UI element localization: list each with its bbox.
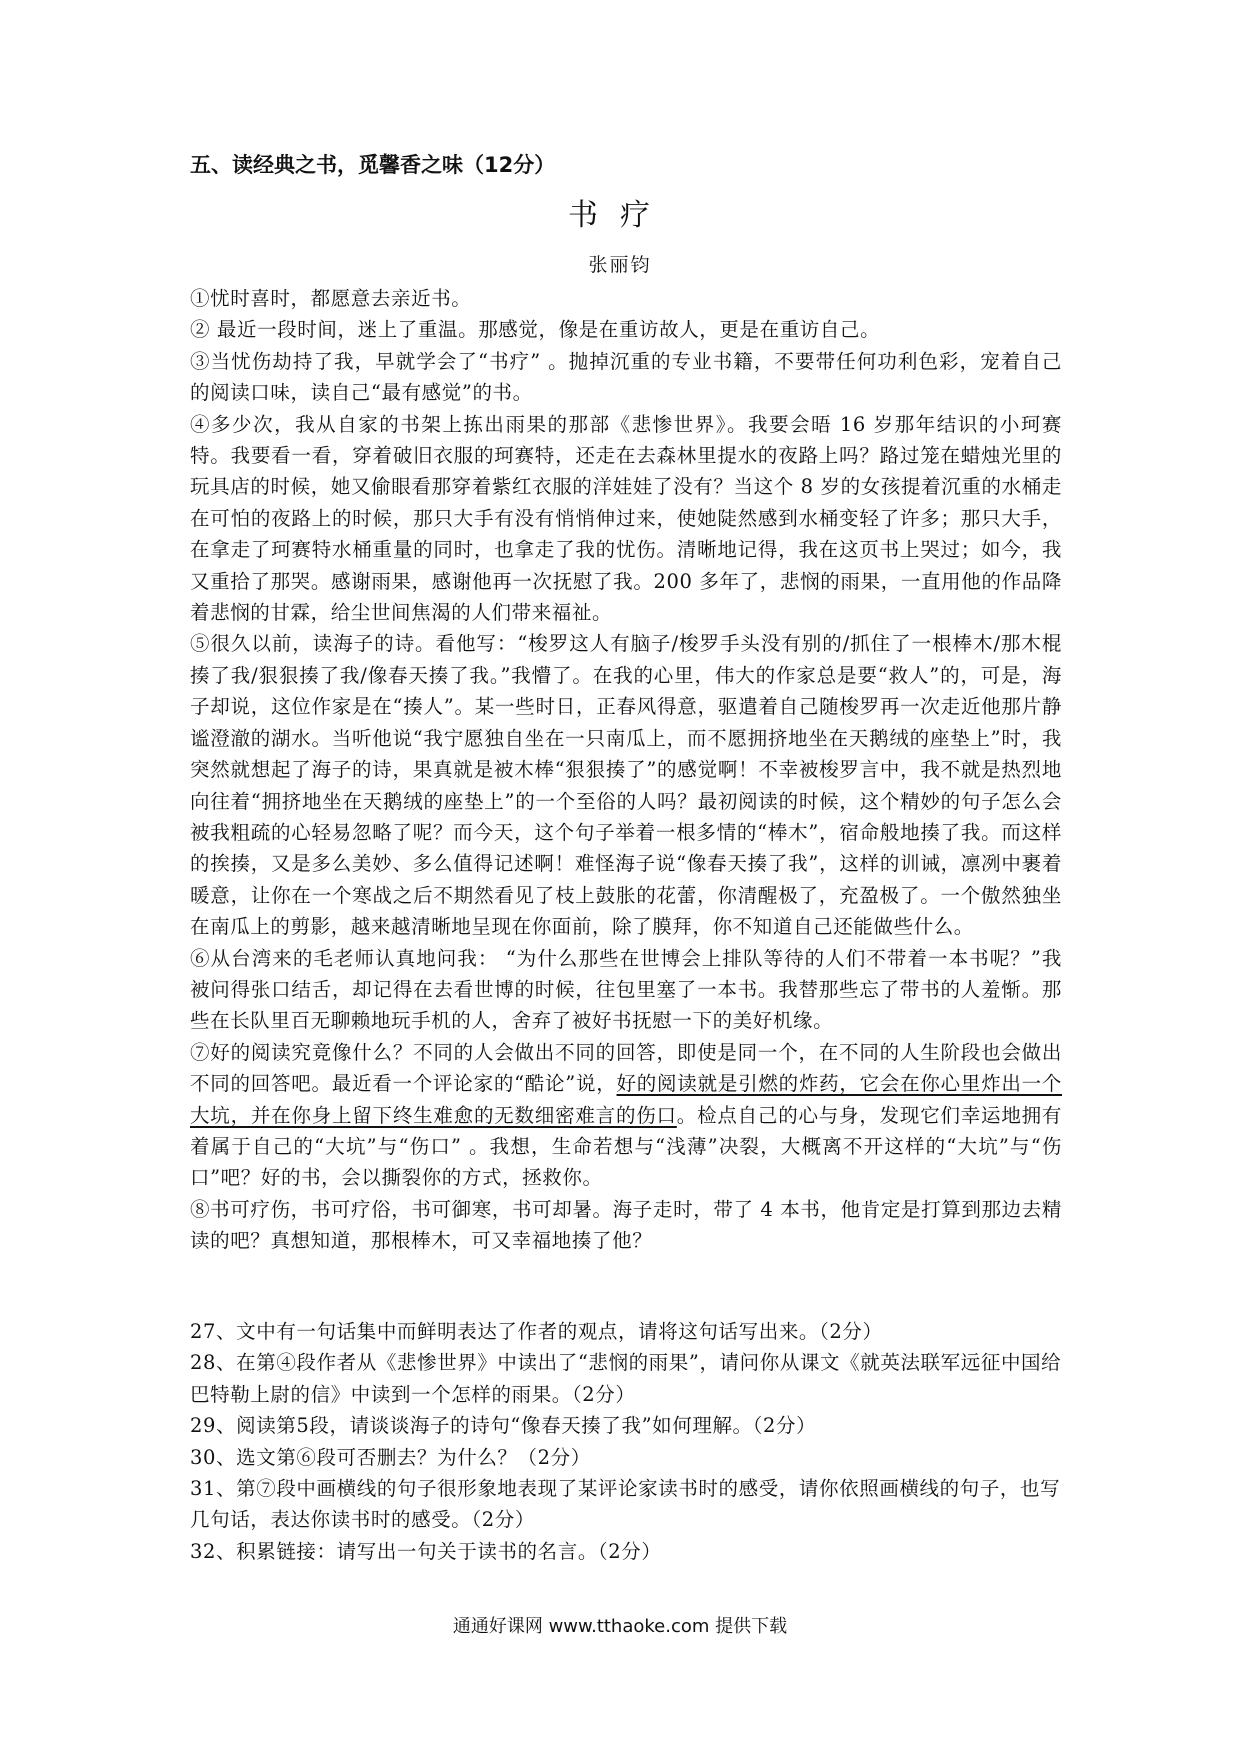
paragraph-7-after: 。检点自己的心与身，发现它们幸运地拥有着属于自己的“大坑”与“伤口” 。我想，生命若想与“浅薄”决裂，大概离不开这样的“大坑”与“伤口”吧？好的书，会以撕裂你的方式，拯救你。 [190, 1103, 1062, 1190]
paragraph-7-before: ⑦好的阅读究竟像什么？不同的人会做出不同的回答，即使是同一个，在不同的人生阶段也会做出不同的回答吧。最近看一个评论家的“酷论”说， [190, 1040, 1062, 1096]
article-author: 张丽钧 [588, 254, 652, 276]
question-32: 32、积累链接：请写出一句关于读书的名言。（2分） [190, 1539, 662, 1563]
question-31: 31、第⑦段中画横线的句子很形象地表现了某评论家读书时的感受，请你依照画横线的句子，也写几句话，表达你读书时的感受。（2分） [190, 1477, 1061, 1532]
paragraph-2: ② 最近一段时间，迷上了重温。那感觉，像是在重访故人，更是在重访自己。 [190, 318, 881, 342]
paragraph-5: ⑤很久以前，读海子的诗。看他写：“梭罗这人有脑子/梭罗手头没有别的/抓住了一根棒木/那木棍揍了我/狠狠揍了我/像春天揍了我。”我懵了。在我的心里，伟大的作家总是要“救人”的，可是，海子却说，这位作家是在“揍人”。某一些时日，正春风得意，驱遣着自己随梭罗再一次走近他那片静谧澄澈的湖水。当听他说“我宁愿独自坐在一只南瓜上，而不愿拥挤地坐在天鹅绒的座垫上”时，我突然就想起了海子的诗，果真就是被木棒“狠狠揍了”的感觉啊！不幸被梭罗言中，我不就是热烈地向往着“拥挤地坐在天鹅绒的座垫上”的一个至俗的人吗？最初阅读的时候，这个精妙的句子怎么会被我粗疏的心轻易忽略了呢？而今天，这个句子举着一根多情的“棒木”，宿命般地揍了我。而这样的挨揍，又是多么美妙、多么值得记述啊！难怪海子说“像春天揍了我”，这样的训诫，凛冽中裹着暖意，让你在一个寒战之后不期然看见了枝上鼓胀的花蕾，你清醒极了，充盈极了。一个傲然独坐在南瓜上的剪影，越来越清晰地呈现在你面前，除了膜拜，你不知道自己还能做些什么。 [190, 632, 1062, 939]
page-footer: 通通好课网 www.tthaoke.com 提供下载 [452, 1616, 788, 1637]
paragraph-1: ①忧时喜时，都愿意去亲近书。 [190, 287, 472, 310]
paragraph-8: ⑧书可疗伤，书可疗俗，书可御寒，书可却暑。海子走时，带了 4 本书，他肯定是打算到那边去精读的吧？真想知道，那根棒木，可又幸福地揍了他？ [190, 1197, 1062, 1253]
paragraph-6: ⑥从台湾来的毛老师认真地问我： “为什么那些在世博会上排队等待的人们不带着一本书呢？”我被问得张口结舌，却记得在去看世博的时候，往包里塞了一本书。我替那些忘了带书的人羞惭。那些在长队里百无聊赖地玩手机的人，舍弃了被好书抚慰一下的美好机缘。 [190, 946, 1062, 1033]
paragraph-4: ④多少次，我从自家的书架上拣出雨果的那部《悲惨世界》。我要会晤 16 岁那年结识的小珂赛特。我要看一看，穿着破旧衣服的珂赛特，还走在去森林里提水的夜路上吗？路过笼在蜡烛光里的玩具店的时候，她又偷眼看那穿着紫红衣服的洋娃娃了没有？当这个 8 岁的女孩提着沉重的水桶走在可怕的夜路上的时候，那只大手有没有悄悄伸过来，使她陡然感到水桶变轻了许多；那只大手，在拿走了珂赛特水桶重量的同时，也拿走了我的忧伤。清晰地记得，我在这页书上哭过；如今，我又重拾了那哭。感谢雨果，感谢他再一次抚慰了我。200 多年了，悲悯的雨果，一直用他的作品降着悲悯的甘霖，给尘世间焦渴的人们带来福祉。 [190, 412, 1062, 625]
underlined-sentence: 好的阅读就是引燃的炸药，它会在你心里炸出一个大坑，并在你身上留下终生难愈的无数细密难言的伤口 [190, 1072, 1062, 1127]
question-28: 28、在第④段作者从《悲惨世界》中读出了“悲悯的雨果”，请问你从课文《就英法联军远征中国给巴特勒上尉的信》中读到一个怎样的雨果。（2分） [190, 1351, 1062, 1406]
article-title: 书疗 [568, 198, 672, 233]
question-27: 27、文中有一句话集中而鲜明表达了作者的观点，请将这句话写出来。（2分） [190, 1320, 883, 1343]
section-title: 五、读经典之书，觅馨香之味（12分） [190, 153, 556, 177]
article-body [190, 283, 1062, 1257]
paragraph-3: ③当忧伤劫持了我，早就学会了“书疗” 。抛掉沉重的专业书籍，不要带任何功利色彩，宠着自己的阅读口味，读自己“最有感觉”的书。 [190, 349, 1062, 405]
question-30: 30、选文第⑥段可否删去？为什么？（2分） [190, 1445, 591, 1469]
question-list [190, 1316, 1062, 1567]
paragraph-7 [190, 1037, 1062, 1194]
question-29: 29、阅读第5段，请谈谈海子的诗句“像春天揍了我”如何理解。（2分） [190, 1414, 817, 1438]
